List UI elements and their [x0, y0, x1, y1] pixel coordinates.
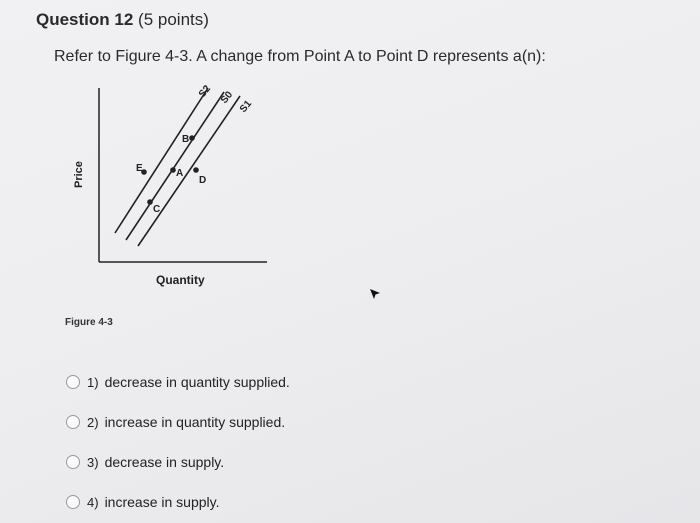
answer-option-2[interactable] — [66, 402, 290, 442]
answer-option-4[interactable] — [66, 482, 290, 522]
figure-caption: Figure 4-3 — [65, 317, 113, 328]
question-number: Question 12 — [36, 10, 134, 29]
y-axis-label: Price — [73, 161, 85, 188]
option-number: 3) — [87, 454, 99, 470]
point-label-e: E — [136, 163, 143, 174]
option-number: 1) — [87, 374, 99, 390]
point-label-b: B — [182, 134, 190, 145]
mouse-cursor-icon — [368, 287, 382, 301]
point-b — [189, 135, 195, 141]
point-label-a: A — [176, 168, 184, 179]
point-a — [170, 167, 176, 173]
question-title — [36, 10, 209, 30]
radio-button-3[interactable] — [66, 455, 80, 469]
option-label: increase in quantity supplied. — [104, 414, 286, 430]
option-number: 2) — [87, 414, 99, 430]
option-label: decrease in quantity supplied. — [104, 374, 290, 390]
radio-button-2[interactable] — [66, 415, 80, 429]
option-number: 4) — [87, 494, 99, 510]
answer-option-3[interactable] — [66, 442, 290, 482]
curve-label-s1: S1 — [237, 98, 255, 115]
point-label-d: D — [199, 175, 207, 186]
radio-button-4[interactable] — [66, 495, 80, 509]
curve-label-s2: S2 — [196, 83, 214, 100]
curve-label-s0: S0 — [218, 89, 236, 106]
question-text: Refer to Figure 4-3. A change from Point A to Point D represents a(n): — [54, 48, 546, 65]
answer-option-1[interactable] — [66, 362, 290, 402]
radio-button-1[interactable] — [66, 375, 80, 389]
answer-options — [66, 362, 290, 522]
option-label: increase in supply. — [104, 494, 220, 510]
point-label-c: C — [153, 204, 161, 215]
point-c — [147, 199, 153, 205]
question-points: (5 points) — [138, 10, 209, 29]
supply-figure — [60, 70, 290, 300]
option-label: decrease in supply. — [104, 454, 225, 470]
x-axis-label: Quantity — [156, 273, 205, 287]
point-d — [193, 167, 199, 173]
